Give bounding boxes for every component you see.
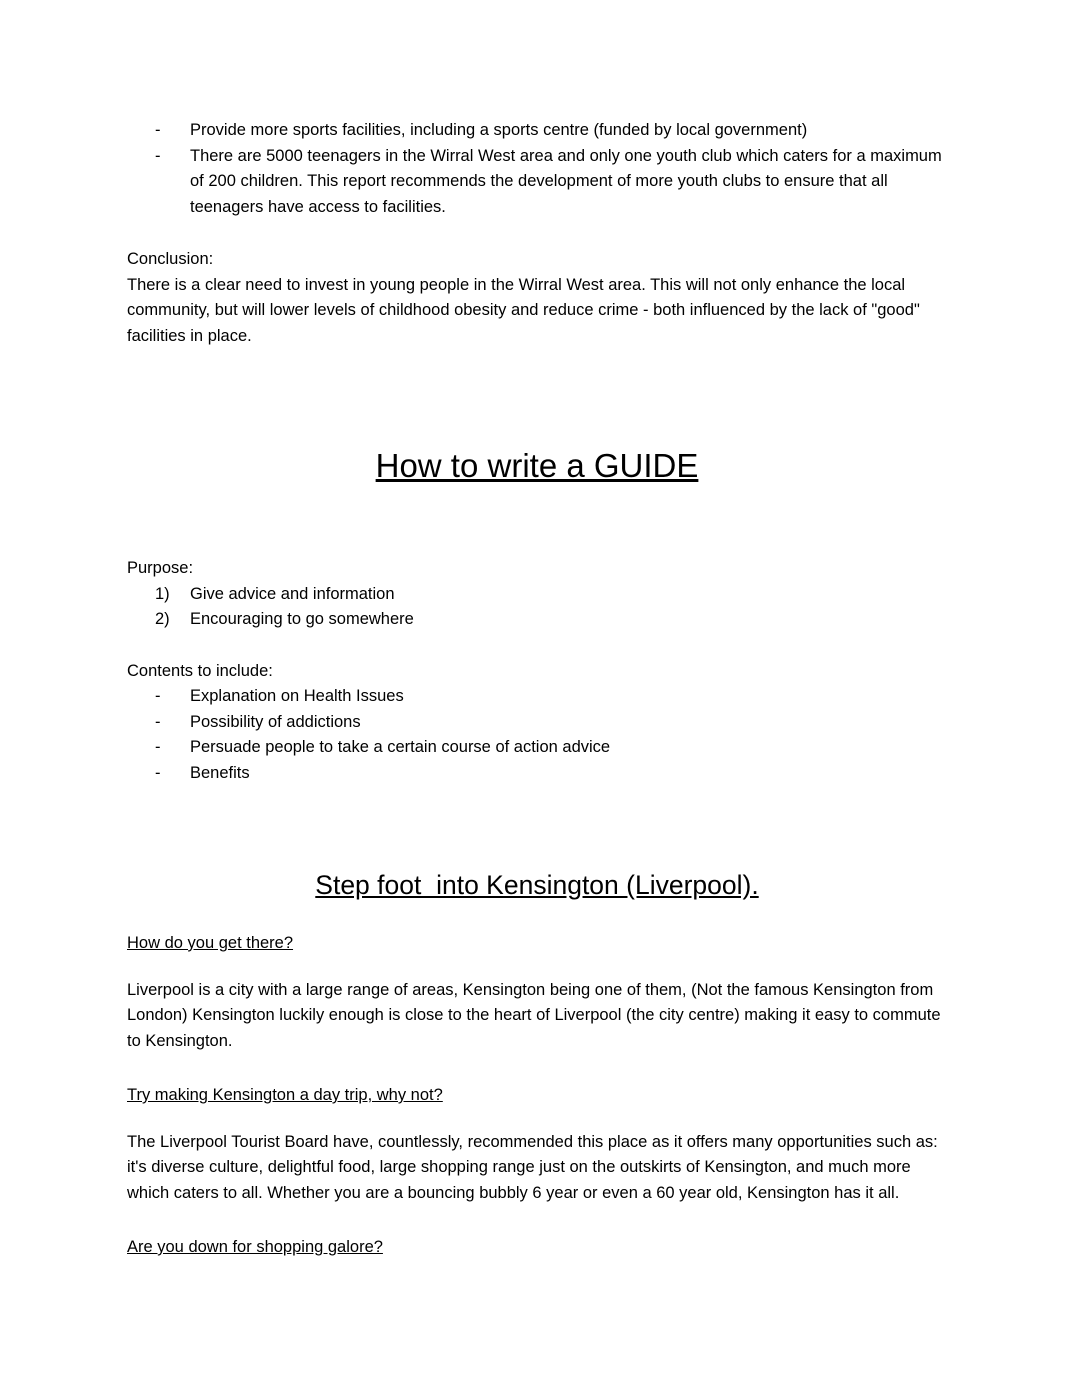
bullet-marker: - xyxy=(155,712,161,731)
number-marker: 2) xyxy=(155,610,170,628)
list-item-text: Give advice and information xyxy=(190,584,395,603)
kensington-subheading-shopping: Are you down for shopping galore? xyxy=(127,1238,383,1256)
list-item-text: Encouraging to go somewhere xyxy=(190,610,414,628)
conclusion-label: Conclusion: xyxy=(127,250,214,268)
list-item xyxy=(127,710,947,736)
list-item-text: Explanation on Health Issues xyxy=(190,687,404,705)
list-item-text: Possibility of addictions xyxy=(190,712,361,731)
list-item xyxy=(127,735,947,761)
bullet-marker: - xyxy=(155,763,161,782)
bullet-marker: - xyxy=(155,146,161,165)
list-item xyxy=(127,684,947,710)
list-item xyxy=(127,144,947,221)
kensington-paragraph-get-there: Liverpool is a city with a large range of areas, Kensington being one of them, (Not the famous Kensington from London) Kensington luckily enough is close to the heart of Liverpool (the city centre) making it easy to commute to Kensington. xyxy=(127,980,941,1050)
bullet-marker: - xyxy=(155,738,161,756)
bullet-marker: - xyxy=(155,687,161,705)
contents-label: Contents to include: xyxy=(127,661,273,680)
conclusion-section xyxy=(127,247,947,349)
kensington-paragraph-day-trip: The Liverpool Tourist Board have, countlessly, recommended this place as it offers many opportunities such as: it's diverse culture, delightful food, large shopping range just on the outskirts of Kensington, and much more which caters to all. Whether you are a bouncing bubbly 6 year or even a 60 year old, Kensington has it all. xyxy=(127,1132,938,1202)
list-item xyxy=(127,761,947,787)
conclusion-paragraph: There is a clear need to invest in young people in the Wirral West area. This will not only enhance the local community, but will lower levels of childhood obesity and reduce crime - both influenced by the lack of "good" facilities in place. xyxy=(127,275,920,345)
contents-list xyxy=(127,684,947,786)
kensington-subheading-day-trip: Try making Kensington a day trip, why not? xyxy=(127,1086,443,1104)
list-item xyxy=(127,607,947,633)
bullet-text: Provide more sports facilities, including a sports centre (funded by local government) xyxy=(190,121,808,139)
number-marker: 1) xyxy=(155,584,170,603)
list-item xyxy=(127,118,947,144)
purpose-label: Purpose: xyxy=(127,559,194,577)
bullet-marker: - xyxy=(155,121,161,139)
kensington-heading: Step foot into Kensington (Liverpool). xyxy=(315,870,759,900)
kensington-subheading-get-there: How do you get there? xyxy=(127,934,294,952)
list-item xyxy=(127,582,947,608)
guide-heading: How to write a GUIDE xyxy=(375,447,699,484)
purpose-list xyxy=(127,582,947,633)
list-item-text: Benefits xyxy=(190,763,250,782)
bullet-text: There are 5000 teenagers in the Wirral West area and only one youth club which caters for a maximum of 200 children. This report recommends the development of more youth clubs to ensure that all teenagers have access to facilities. xyxy=(190,146,942,216)
report-recommendations-list xyxy=(127,118,947,220)
list-item-text: Persuade people to take a certain course of action advice xyxy=(190,738,611,756)
